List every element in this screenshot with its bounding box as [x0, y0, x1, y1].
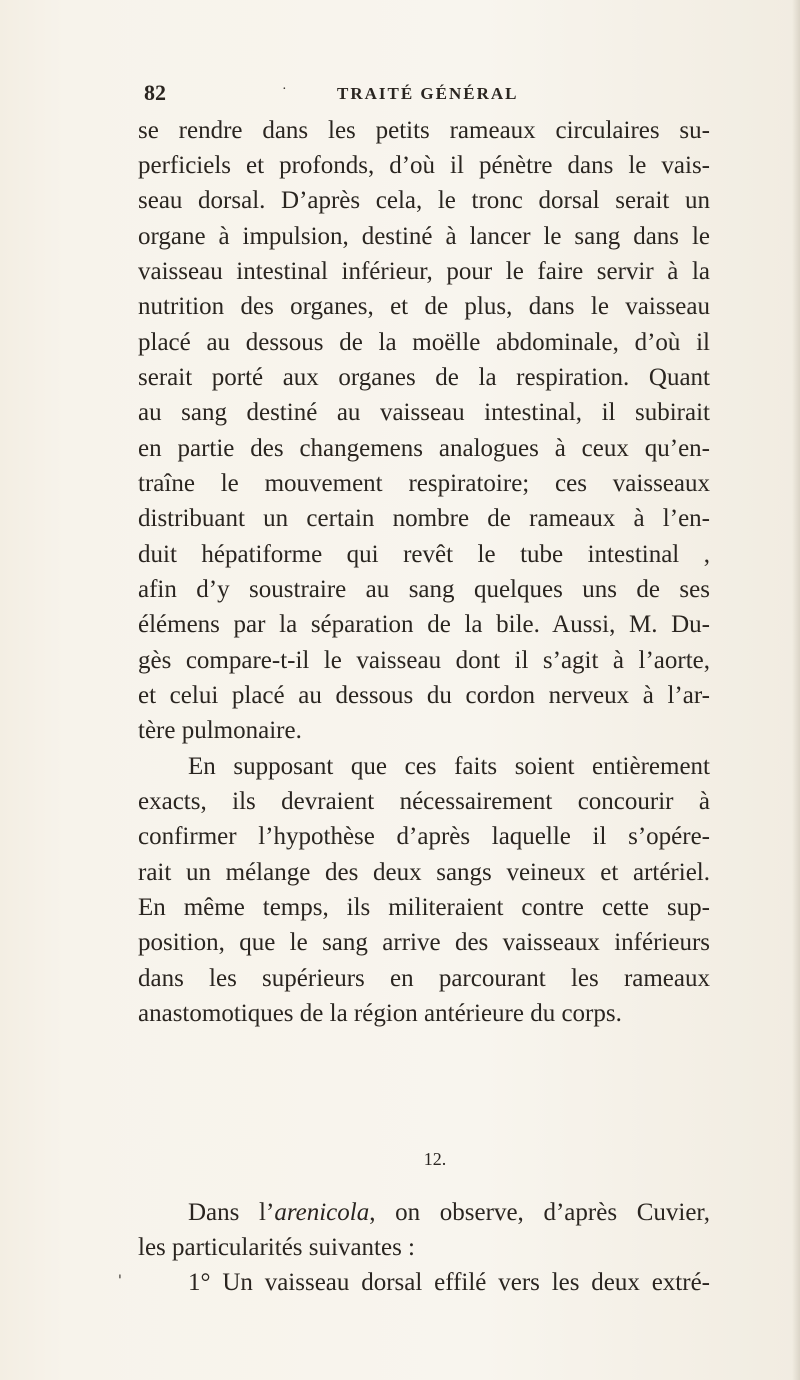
text-line: vaisseau intestinal inférieur, pour le faire servir à la: [138, 258, 710, 285]
section-intro-line: [188, 1198, 710, 1228]
page-edge-shadow: [792, 0, 800, 1380]
text-line: afin d’y soustraire au sang quelques uns de ses: [138, 576, 710, 603]
text-line: seau dorsal. D’après cela, le tronc dorsal serait un: [138, 187, 710, 214]
running-title: TRAITÉ GÉNÉRAL: [337, 84, 519, 103]
genus-name: arenicola: [274, 1199, 370, 1226]
section-number: 12.: [423, 1149, 447, 1169]
text-line: distribuant un certain nombre de rameaux à l’en-: [138, 505, 710, 532]
text-line: position, que le sang arrive des vaisseaux inférieurs: [138, 929, 710, 956]
text-line: et celui placé au dessous du cordon nerveux à l’ar-: [138, 682, 710, 709]
page-number: 82: [144, 80, 166, 105]
intro-prefix: Dans l’: [188, 1199, 275, 1226]
text-line: confirmer l’hypothèse d’après laquelle il s’opére-: [138, 823, 710, 850]
intro-suffix: , on observe, d’après Cuvier,: [369, 1199, 711, 1226]
text-line: En supposant que ces faits soient entièrement: [188, 753, 710, 780]
text-line: exacts, ils devraient nécessairement concourir à: [138, 788, 710, 815]
text-line: tère pulmonaire.: [138, 717, 302, 744]
page-header: [144, 80, 644, 114]
text-line: anastomotiques de la région antérieure du corps.: [138, 1000, 622, 1027]
text-line: serait porté aux organes de la respiration. Quant: [138, 364, 710, 391]
text-line: en partie des changemens analogues à ceux qu’en-: [138, 435, 710, 462]
text-line: perficiels et profonds, d’où il pénètre dans le vais-: [138, 152, 710, 179]
text-line: rait un mélange des deux sangs veineux et artériel.: [138, 859, 710, 886]
text-line: organe à impulsion, destiné à lancer le sang dans le: [138, 223, 710, 250]
text-line: placé au dessous de la moëlle abdominale, d’où il: [138, 329, 710, 356]
text-line: élémens par la séparation de la bile. Aussi, M. Du-: [138, 611, 710, 638]
text-line: traîne le mouvement respiratoire; ces vaisseaux: [138, 470, 710, 497]
text-line: En même temps, ils militeraient contre cette sup-: [138, 894, 710, 921]
printer-dot: ·: [282, 82, 287, 97]
text-line: duit hépatiforme qui revêt le tube intestinal ,: [138, 541, 710, 568]
margin-mark: ': [118, 1273, 122, 1289]
text-line: nutrition des organes, et de plus, dans le vaisseau: [138, 293, 710, 320]
text-line: au sang destiné au vaisseau intestinal, il subirait: [138, 399, 710, 426]
text-line: se rendre dans les petits rameaux circulaires su-: [138, 117, 710, 144]
text-line: 1° Un vaisseau dorsal effilé vers les deux extré-: [188, 1269, 710, 1296]
text-line: dans les supérieurs en parcourant les rameaux: [138, 965, 710, 992]
text-line: gès compare-t-il le vaisseau dont il s’agit à l’aorte,: [138, 647, 710, 674]
text-line: les particularités suivantes :: [138, 1234, 416, 1261]
